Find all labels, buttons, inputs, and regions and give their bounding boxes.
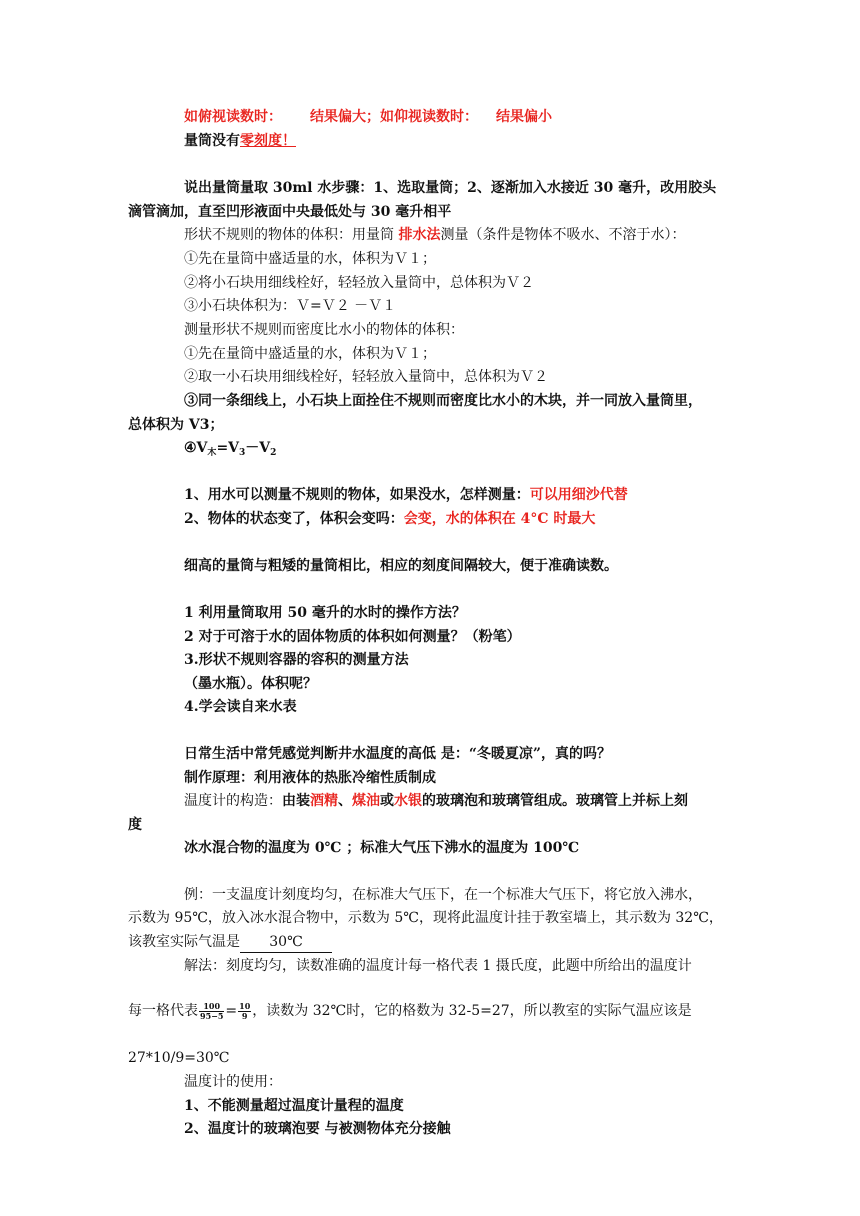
fraction-1-denominator: 95−5 [200,1010,224,1021]
line-structure [184,791,688,811]
line-principle: 制作原理：利用液体的热胀冷缩性质制成 [184,770,436,786]
line-well-water: 日常生活中常凭感觉判断井水温度的高低 是：“冬暖夏凉”，真的吗？ [184,746,611,762]
line-tall-cylinder: 细高的量筒与粗矮的量筒相比，相应的刻度间隔较大，便于准确读数。 [184,558,618,574]
answer-4c: 会变，水的体积在 4°C 时最大 [403,511,596,527]
formula-sub-wood: 木 [207,448,217,458]
structure-zhuang: 由装 [282,793,310,809]
condition-text: 测量（条件是物体不吸水、不溶于水）： [440,227,686,243]
fraction-1-numerator: 100 [199,1002,224,1012]
usage-heading: 温度计的使用： [184,1074,282,1090]
smaller-note: 结果偏小 [496,109,552,125]
kerosene: 煤油 [352,793,380,809]
step-1: ①先在量筒中盛适量的水，体积为Ｖ１； [184,251,436,267]
fraction-2-denominator: 9 [241,1010,248,1021]
solution-2 [128,1001,692,1021]
zero-scale-note: 零刻度！ [240,133,296,149]
fraction-2-numerator: 10 [239,1000,251,1011]
example-3 [128,932,332,953]
irregular-text: 形状不规则的物体的体积：用量筒 [184,227,399,243]
question-no-water-text: 1、用水可以测量不规则的物体，如果没水，怎样测量： [184,487,530,503]
step-b2: ②取一小石块用细线栓好，轻轻放入量筒中，总体积为Ｖ２ [184,369,548,385]
fraction-10-over-9 [238,1002,251,1021]
structure-label: 温度计的构造： [184,793,282,809]
structure-rest: 的玻璃泡和玻璃管组成。玻璃管上并标上刻 [422,793,688,809]
answer-sand: 可以用细沙代替 [529,487,628,503]
exercise-2: 2 对于可溶于水的固体物质的体积如何测量？（粉笔） [184,629,521,645]
question-state-text: 2、物体的状态变了，体积会变吗： [184,511,404,527]
solution-rest: ，读数为 32℃时，它的格数为 32-5=27，所以教室的实际气温应该是 [252,1003,692,1019]
question-no-water [184,485,628,505]
step-b4 [184,438,276,463]
step-b3-cont: 总体积为 V3； [128,417,224,433]
exercise-4: 4.学会读自来水表 [184,699,297,715]
or: 或 [380,793,394,809]
mercury: 水银 [394,793,422,809]
formula-minus-v: －V [245,440,271,456]
line-steps-2: 滴管滴加，直至凹形液面中央最低处与 30 毫升相平 [128,204,452,220]
equals-sign: = [225,1003,238,1019]
step-b3: ③同一条细线上，小石块上面拴住不规则而密度比水小的木块，并一同放入量筒里， [184,393,702,409]
solution-1: 解法：刻度均匀，读数准确的温度计每一格代表 1 摄氏度，此题中所给出的温度计 [184,958,692,974]
line-structure-cont: 度 [128,817,142,833]
exercise-1: 1 利用量筒取用 50 毫升的水时的操作方法？ [184,605,466,621]
example-1: 例：一支温度计刻度均匀，在标准大气压下，在一个标准大气压下，将它放入沸水， [184,887,702,903]
example-2: 示数为 95℃，放入冰水混合物中，示数为 5℃，现将此温度计挂于教室墙上，其示数为 32℃， [128,910,723,926]
no-zero-text: 量筒没有 [184,133,240,149]
formula-sub-2: 2 [270,448,277,458]
line-steps-1: 说出量筒量取 30ml 水步骤：1、选取量筒；2、逐渐加入水接近 30 毫升，改用胶头 [184,180,717,196]
fraction-100-over-90 [199,1002,224,1021]
step-b1: ①先在量筒中盛适量的水，体积为Ｖ１； [184,346,436,362]
formula-sub-3: 3 [239,448,246,458]
question-state-change [184,509,595,529]
line-less-dense: 测量形状不规则而密度比水小的物体的体积： [184,322,464,338]
solution-3: 27*10/9=30℃ [128,1050,230,1066]
formula-eq-v: =V [216,440,240,456]
usage-2: 2、温度计的玻璃泡要 与被测物体充分接触 [184,1121,451,1137]
answer-blank: 30℃ [240,932,332,953]
usage-1: 1、不能测量超过温度计量程的温度 [184,1098,404,1114]
line-fixed-points: 冰水混合物的温度为 0℃ ；标准大气压下沸水的温度为 100℃ [184,840,580,856]
comma: 、 [338,793,352,809]
larger-note: 结果偏大；如仰视读数时： [310,109,478,125]
step-3: ③小石块体积为：Ｖ=Ｖ２ －Ｖ１ [184,298,397,314]
alcohol: 酒精 [310,793,338,809]
line-misread [184,107,552,127]
step-2: ②将小石块用细线栓好，轻轻放入量筒中，总体积为Ｖ２ [184,275,534,291]
solution-prefix: 每一格代表 [128,1003,198,1019]
line-no-zero [184,131,296,151]
overlook-note: 如俯视读数时： [184,109,282,125]
example-question: 该教室实际气温是 [128,934,240,950]
line-irregular-volume [184,225,685,245]
drainage-method: 排水法 [398,227,441,243]
exercise-3: 3.形状不规则容器的容积的测量方法 [184,652,409,668]
formula-v: ④V [184,440,208,456]
exercise-3-cont: （墨水瓶）。体积呢？ [184,676,317,692]
